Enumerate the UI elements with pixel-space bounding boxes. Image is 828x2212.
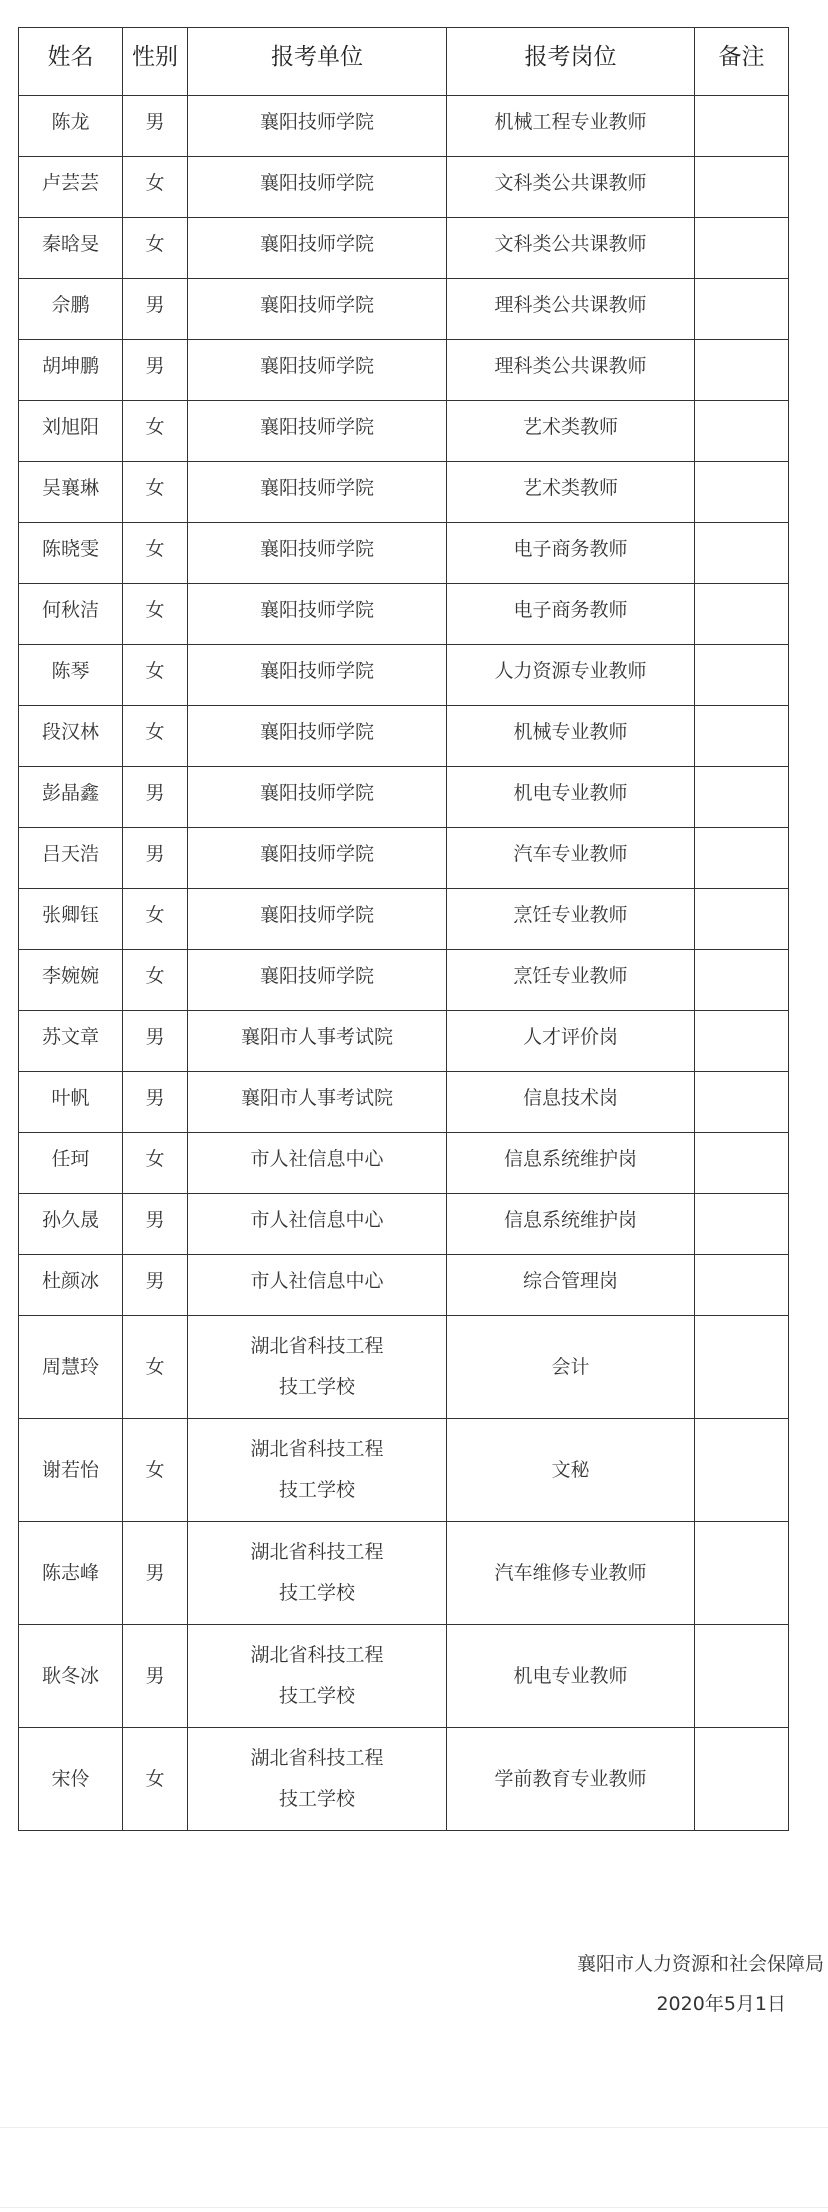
cell-note: [695, 1728, 789, 1831]
cell-gender: 女: [123, 462, 188, 523]
cell-unit-line: 襄阳技师学院: [259, 538, 374, 560]
candidate-table: [18, 27, 789, 1831]
cell-unit: [188, 1194, 447, 1255]
cell-note: [695, 279, 789, 340]
cell-post: 文科类公共课教师: [447, 157, 695, 218]
cell-note: [695, 218, 789, 279]
table-row: [19, 584, 789, 645]
header-unit: 报考单位: [188, 28, 447, 96]
table-row: [19, 828, 789, 889]
signature-block: [524, 1944, 824, 2024]
cell-note: [695, 96, 789, 157]
cell-post: 汽车专业教师: [447, 828, 695, 889]
cell-gender: 男: [123, 828, 188, 889]
cell-post: 机电专业教师: [447, 1625, 695, 1728]
cell-unit: [188, 401, 447, 462]
cell-unit: [188, 889, 447, 950]
cell-name: 周慧玲: [19, 1316, 123, 1419]
cell-gender: 女: [123, 706, 188, 767]
cell-unit: [188, 706, 447, 767]
cell-unit-line: 技工学校: [278, 1685, 355, 1707]
cell-unit-line: 襄阳技师学院: [259, 599, 374, 621]
cell-name: 张卿钰: [19, 889, 123, 950]
table-row: [19, 1419, 789, 1522]
cell-unit-line: 襄阳技师学院: [259, 233, 374, 255]
cell-unit: [188, 828, 447, 889]
cell-unit-line: 襄阳市人事考试院: [240, 1087, 393, 1109]
cell-post: 信息技术岗: [447, 1072, 695, 1133]
cell-gender: 女: [123, 157, 188, 218]
cell-note: [695, 1625, 789, 1728]
cell-name: 卢芸芸: [19, 157, 123, 218]
cell-post: 信息系统维护岗: [447, 1133, 695, 1194]
cell-note: [695, 1133, 789, 1194]
cell-unit-line: 湖北省科技工程: [250, 1335, 384, 1357]
cell-note: [695, 1522, 789, 1625]
cell-post: 机械工程专业教师: [447, 96, 695, 157]
cell-gender: 男: [123, 767, 188, 828]
header-gender: 性别: [123, 28, 188, 96]
cell-unit: [188, 96, 447, 157]
cell-unit: [188, 1316, 447, 1419]
cell-unit: [188, 157, 447, 218]
cell-name: 何秋洁: [19, 584, 123, 645]
cell-gender: 女: [123, 645, 188, 706]
cell-gender: 女: [123, 1728, 188, 1831]
cell-gender: 女: [123, 1419, 188, 1522]
cell-gender: 女: [123, 401, 188, 462]
cell-name: 苏文章: [19, 1011, 123, 1072]
cell-unit-line: 襄阳技师学院: [259, 477, 374, 499]
table-row: [19, 157, 789, 218]
cell-name: 段汉林: [19, 706, 123, 767]
cell-post: 信息系统维护岗: [447, 1194, 695, 1255]
table-row: [19, 1133, 789, 1194]
cell-unit: [188, 1255, 447, 1316]
cell-unit: [188, 1419, 447, 1522]
table-row: [19, 767, 789, 828]
cell-gender: 男: [123, 340, 188, 401]
cell-unit-line: 襄阳技师学院: [259, 904, 374, 926]
cell-note: [695, 584, 789, 645]
cell-unit: [188, 1625, 447, 1728]
cell-note: [695, 645, 789, 706]
cell-note: [695, 401, 789, 462]
cell-gender: 女: [123, 523, 188, 584]
cell-note: [695, 340, 789, 401]
cell-name: 陈龙: [19, 96, 123, 157]
header-name: 姓名: [19, 28, 123, 96]
table-row: [19, 706, 789, 767]
cell-post: 电子商务教师: [447, 523, 695, 584]
cell-gender: 男: [123, 1194, 188, 1255]
cell-gender: 男: [123, 1255, 188, 1316]
cell-gender: 女: [123, 889, 188, 950]
table-row: [19, 889, 789, 950]
cell-note: [695, 1011, 789, 1072]
table-row: [19, 340, 789, 401]
table-row: [19, 950, 789, 1011]
cell-unit-line: 湖北省科技工程: [250, 1747, 384, 1769]
table-body: [19, 96, 789, 1831]
cell-unit-line: 襄阳技师学院: [259, 111, 374, 133]
cell-name: 杜颜冰: [19, 1255, 123, 1316]
cell-unit-line: 襄阳技师学院: [259, 355, 374, 377]
table-row: [19, 218, 789, 279]
cell-post: 汽车维修专业教师: [447, 1522, 695, 1625]
cell-name: 叶帆: [19, 1072, 123, 1133]
cell-unit-line: 市人社信息中心: [250, 1209, 384, 1231]
cell-unit-line: 市人社信息中心: [250, 1148, 384, 1170]
table-row: [19, 523, 789, 584]
cell-note: [695, 523, 789, 584]
cell-unit-line: 湖北省科技工程: [250, 1541, 384, 1563]
cell-name: 陈琴: [19, 645, 123, 706]
table-row: [19, 1194, 789, 1255]
table-row: [19, 645, 789, 706]
cell-name: 耿冬冰: [19, 1625, 123, 1728]
cell-unit-line: 湖北省科技工程: [250, 1644, 384, 1666]
cell-name: 刘旭阳: [19, 401, 123, 462]
cell-unit: [188, 645, 447, 706]
cell-note: [695, 1255, 789, 1316]
cell-unit-line: 襄阳技师学院: [259, 660, 374, 682]
table-row: [19, 279, 789, 340]
cell-post: 综合管理岗: [447, 1255, 695, 1316]
header-post: 报考岗位: [447, 28, 695, 96]
cell-unit: [188, 523, 447, 584]
cell-unit: [188, 340, 447, 401]
table-row: [19, 1011, 789, 1072]
cell-note: [695, 1316, 789, 1419]
table-header-row: [19, 28, 789, 96]
cell-name: 陈志峰: [19, 1522, 123, 1625]
cell-name: 陈晓雯: [19, 523, 123, 584]
cell-note: [695, 1194, 789, 1255]
cell-post: 学前教育专业教师: [447, 1728, 695, 1831]
cell-post: 机械专业教师: [447, 706, 695, 767]
cell-post: 烹饪专业教师: [447, 889, 695, 950]
table-row: [19, 401, 789, 462]
cell-name: 彭晶鑫: [19, 767, 123, 828]
cell-unit-line: 襄阳技师学院: [259, 721, 374, 743]
cell-gender: 女: [123, 1133, 188, 1194]
cell-unit-line: 技工学校: [278, 1582, 355, 1604]
cell-post: 文科类公共课教师: [447, 218, 695, 279]
cell-post: 会计: [447, 1316, 695, 1419]
cell-post: 机电专业教师: [447, 767, 695, 828]
cell-name: 李婉婉: [19, 950, 123, 1011]
footer-divider: [0, 2127, 828, 2128]
cell-gender: 女: [123, 950, 188, 1011]
cell-gender: 男: [123, 279, 188, 340]
cell-unit: [188, 950, 447, 1011]
cell-name: 任珂: [19, 1133, 123, 1194]
cell-unit-line: 技工学校: [278, 1788, 355, 1810]
cell-gender: 女: [123, 584, 188, 645]
cell-unit: [188, 1728, 447, 1831]
cell-unit: [188, 1522, 447, 1625]
cell-post: 理科类公共课教师: [447, 340, 695, 401]
cell-note: [695, 828, 789, 889]
table-row: [19, 1522, 789, 1625]
cell-note: [695, 889, 789, 950]
cell-unit-line: 襄阳技师学院: [259, 172, 374, 194]
table-row: [19, 1316, 789, 1419]
cell-post: 人才评价岗: [447, 1011, 695, 1072]
cell-post: 人力资源专业教师: [447, 645, 695, 706]
cell-unit: [188, 462, 447, 523]
cell-unit: [188, 1133, 447, 1194]
cell-unit: [188, 584, 447, 645]
cell-name: 秦晗旻: [19, 218, 123, 279]
cell-name: 佘鹏: [19, 279, 123, 340]
table-row: [19, 1728, 789, 1831]
cell-name: 宋伶: [19, 1728, 123, 1831]
cell-unit-line: 襄阳技师学院: [259, 782, 374, 804]
header-note: 备注: [695, 28, 789, 96]
cell-unit-line: 襄阳技师学院: [259, 416, 374, 438]
cell-name: 吕天浩: [19, 828, 123, 889]
cell-note: [695, 767, 789, 828]
cell-unit: [188, 1011, 447, 1072]
cell-note: [695, 157, 789, 218]
cell-post: 艺术类教师: [447, 462, 695, 523]
table-row: [19, 1625, 789, 1728]
table-row: [19, 1255, 789, 1316]
cell-gender: 男: [123, 1625, 188, 1728]
table-row: [19, 462, 789, 523]
cell-gender: 女: [123, 218, 188, 279]
cell-post: 电子商务教师: [447, 584, 695, 645]
issue-date: 2020年5月1日: [656, 1993, 786, 2015]
cell-unit-line: 襄阳技师学院: [259, 965, 374, 987]
cell-unit: [188, 767, 447, 828]
cell-unit: [188, 1072, 447, 1133]
table-row: [19, 1072, 789, 1133]
cell-unit-line: 襄阳技师学院: [259, 294, 374, 316]
cell-unit: [188, 218, 447, 279]
issuing-organization: 襄阳市人力资源和社会保障局: [576, 1953, 824, 1975]
cell-unit-line: 技工学校: [278, 1479, 355, 1501]
cell-post: 文秘: [447, 1419, 695, 1522]
cell-name: 胡坤鹏: [19, 340, 123, 401]
cell-note: [695, 950, 789, 1011]
cell-name: 吴襄琳: [19, 462, 123, 523]
cell-gender: 男: [123, 96, 188, 157]
cell-gender: 女: [123, 1316, 188, 1419]
cell-post: 理科类公共课教师: [447, 279, 695, 340]
table-row: [19, 96, 789, 157]
cell-note: [695, 706, 789, 767]
cell-gender: 男: [123, 1522, 188, 1625]
cell-gender: 男: [123, 1011, 188, 1072]
cell-unit-line: 湖北省科技工程: [250, 1438, 384, 1460]
footer-divider-bottom: [0, 2207, 828, 2208]
cell-unit: [188, 279, 447, 340]
cell-unit-line: 襄阳技师学院: [259, 843, 374, 865]
cell-unit-line: 技工学校: [278, 1376, 355, 1398]
cell-name: 谢若怡: [19, 1419, 123, 1522]
cell-note: [695, 462, 789, 523]
cell-post: 烹饪专业教师: [447, 950, 695, 1011]
cell-name: 孙久晟: [19, 1194, 123, 1255]
cell-gender: 男: [123, 1072, 188, 1133]
cell-unit-line: 市人社信息中心: [250, 1270, 384, 1292]
cell-post: 艺术类教师: [447, 401, 695, 462]
cell-unit-line: 襄阳市人事考试院: [240, 1026, 393, 1048]
cell-note: [695, 1072, 789, 1133]
cell-note: [695, 1419, 789, 1522]
